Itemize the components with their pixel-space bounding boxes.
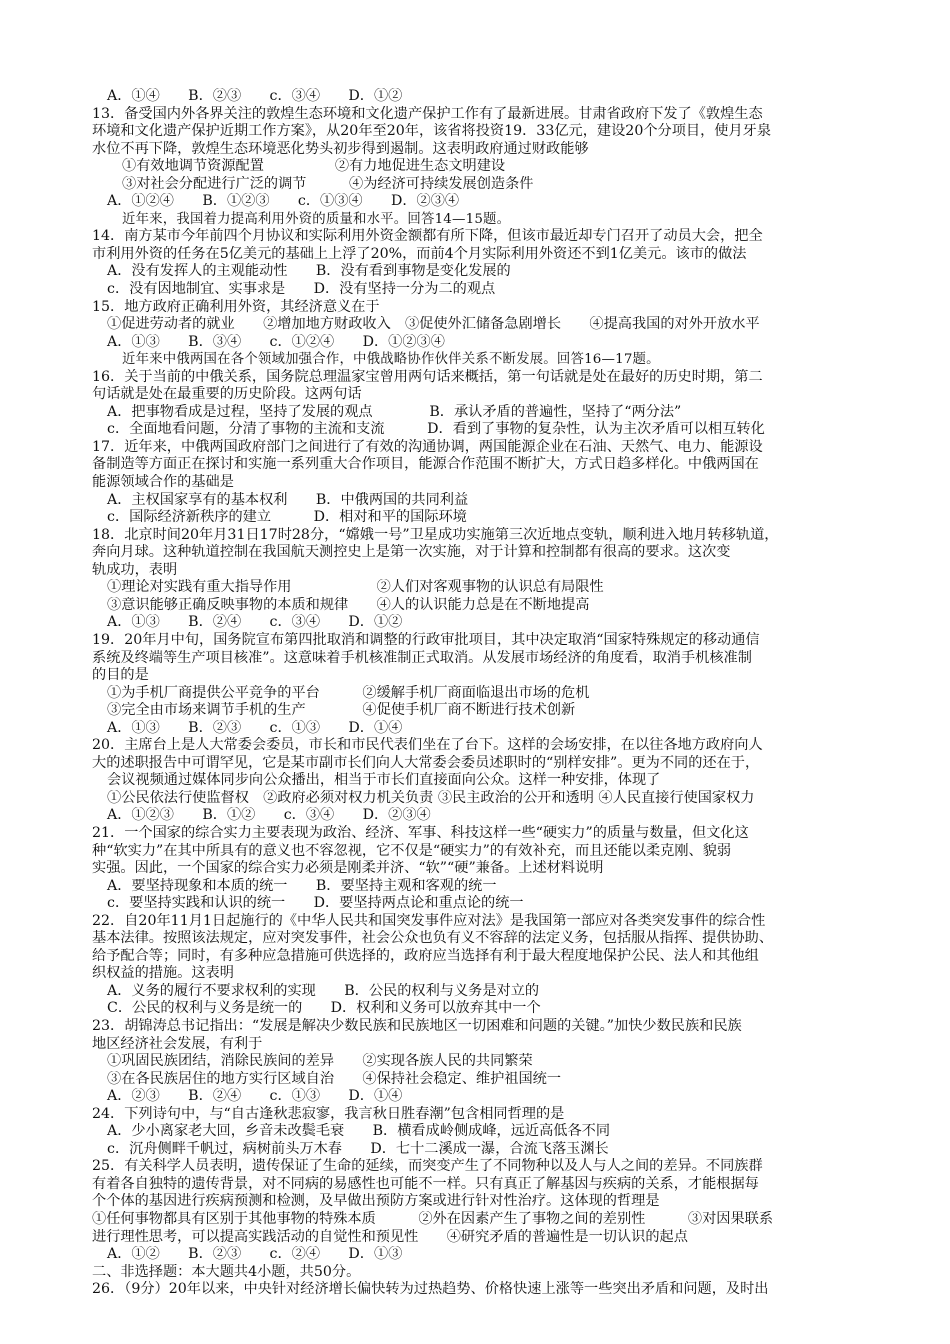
- q13-stem-line-1: 13．备受国内外各界关注的敦煌生态环境和文化遗产保护工作有了最新进展。甘肃省政府下发了《敦煌生态: [92, 105, 763, 122]
- q15-options: A．①③ B．③④ c．①②④ D．①②③④: [107, 333, 445, 350]
- q25-stem-line-2: 有着各自独特的遗传背景，对不同病的易感性也可能不一样。只有真正了解基因与疾病的关系，才能根据每: [92, 1175, 759, 1192]
- q21-stem-line-2: 种“软实力”在其中所具有的意义也不容忽视，它不仅是“硬实力”的有效补充，而且还能以柔克刚、貌弱: [92, 842, 732, 859]
- q22-stem-line-4: 织权益的措施。这表明: [92, 965, 234, 982]
- q14-15-intro: 近年来，我国着力提高利用外资的质量和水平。回答14—15题。: [122, 211, 511, 227]
- q17-stem-line-1: 17．近年来，中俄两国政府部门之间进行了有效的沟通协调，两国能源企业在石油、天然气、电力、能源设: [92, 438, 763, 455]
- q13-options: A．①②④ B．①②③ c．①③④ D．②③④: [107, 193, 460, 210]
- q13-stem-line-2: 环境和文化遗产保护近期工作方案》，从20年至20年，该省将投资19．33亿元，建设20个分项目，使月牙泉: [92, 123, 772, 140]
- q18-stem-line-1: 18．北京时间20年月31日17时28分，“嫦娥一号”卫星成功实施第三次近地点变轨，顺利进入地月转移轨道，: [92, 526, 779, 543]
- q23-stem-line-2: 地区经济社会发展，有利于: [92, 1035, 263, 1052]
- q25-stem-line-1: 25．有关科学人员表明，遗传保证了生命的延续，而突变产生了不同物种以及人与人之间的差异。不同族群: [92, 1158, 763, 1175]
- q12-options: A．①④ B．②③ c．③④ D．①②: [107, 88, 403, 104]
- q15-items: ①促进劳动者的就业 ②增加地方财政收入 ③促使外汇储备急剧增长 ④提高我国的对外开放水平: [107, 316, 760, 333]
- q25-options: A．①② B．②③ c．②④ D．①③: [107, 1246, 403, 1263]
- q21-options-row-2: c．要坚持实践和认识的统一 D．要坚持两点论和重点论的统一: [107, 895, 524, 912]
- q18-item-row-2: ③意识能够正确反映事物的本质和规律 ④人的认识能力总是在不断地提高: [107, 596, 590, 613]
- q23-item-row-2: ③在各民族居住的地方实行区域自治 ④保持社会稳定、维护祖国统一: [107, 1070, 562, 1087]
- q14-options-row-2: c．没有因地制宜、实事求是 D．没有坚持一分为二的观点: [107, 281, 496, 298]
- q14-options-row-1: A．没有发挥人的主观能动性 B．没有看到事物是变化发展的: [107, 263, 511, 280]
- q17-stem-line-2: 备制造等方面正在探讨和实施一系列重大合作项目，能源合作范围不断扩大，方式日趋多样化。中俄两国在: [92, 456, 759, 473]
- q19-options: A．①③ B．②③ c．①③ D．①④: [107, 719, 403, 736]
- q21-stem-line-3: 实强。因此，一个国家的综合实力必须是刚柔并济、“软”“硬”兼备。上述材料说明: [92, 860, 604, 877]
- q24-options-row-2: c．沉舟侧畔千帆过，病树前头万木春 D．七十二溪成一瀑，合流飞落玉渊长: [107, 1140, 609, 1157]
- q24-options-row-1: A．少小离家老大回，乡音未改鬓毛衰 B．横看成岭侧成峰，远近高低各不同: [107, 1123, 611, 1140]
- q22-options-row-1: A．义务的履行不要求权利的实现 B．公民的权利与义务是对立的: [107, 982, 540, 999]
- q20-stem-line-1: 20．主席台上是人大常委会委员，市长和市民代表们坐在了台下。这样的会场安排，在以往各地方政府向人: [92, 737, 763, 754]
- exam-page: [0, 88, 950, 1299]
- q17-options-row-2: c．国际经济新秩序的建立 D．相对和平的国际环境: [107, 509, 467, 526]
- q23-options: A．②③ B．②④ c．①③ D．①④: [107, 1088, 403, 1105]
- q25-stem-line-3: 个个体的基因进行疾病预测和检测，及早做出预防方案或进行针对性治疗。这体现的哲理是: [92, 1193, 660, 1210]
- q25-items-row-2: 进行理性思考，可以提高实践活动的自觉性和预见性 ④研究矛盾的普遍性是一切认识的起点: [92, 1228, 688, 1245]
- q19-stem-line-1: 19．20年月中旬，国务院宣布第四批取消和调整的行政审批项目，其中决定取消“国家特殊规定的移动通信: [92, 631, 760, 648]
- q20-options: A．①②③ B．①② c．③④ D．②③④: [107, 807, 431, 824]
- q21-stem-line-1: 21．一个国家的综合实力主要表现为政治、经济、军事、科技这样一些“硬实力”的质量与数量，但文化这: [92, 824, 749, 841]
- q20-items: ①公民依法行使监督权 ②政府必须对权力机关负责 ③民主政治的公开和透明 ④人民直接行使国家权力: [107, 789, 755, 806]
- q22-stem-line-2: 基本法律。按照该法规定，应对突发事件，社会公众也负有义不容辞的法定义务，包括服从指挥、提供协助、: [92, 930, 774, 947]
- q22-options-row-2: C．公民的权利与义务是统一的 D．权利和义务可以放弃其中一个: [107, 1000, 541, 1017]
- q14-stem-line-1: 14．南方某市今年前四个月协议和实际利用外资金额都有所下降，但该市最近却专门召开了动员大会，把全: [92, 228, 763, 245]
- q18-stem-line-2: 奔向月球。这种轨道控制在我国航天测控史上是第一次实施，对于计算和控制都有很高的要求。这次变: [92, 544, 731, 561]
- q25-items-row-1: ①任何事物都具有区别于其他事物的特殊本质 ②外在因素产生了事物之间的差别性 ③对因果联系: [92, 1211, 774, 1227]
- q18-item-row-1: ①理论对实践有重大指导作用 ②人们对客观事物的认识总有局限性: [107, 579, 604, 596]
- q20-stem-line-3: 会议视频通过媒体同步向公众播出，相当于市长们直接面向公众。这样一种安排，体现了: [107, 772, 661, 789]
- q13-stem-line-3: 水位不再下降，敦煌生态环境恶化势头初步得到遏制。这表明政府通过财政能够: [92, 140, 589, 157]
- q19-item-row-1: ①为手机厂商提供公平竞争的平台 ②缓解手机厂商面临退出市场的危机: [107, 684, 590, 701]
- q19-stem-line-3: 的目的是: [92, 667, 149, 684]
- q24-stem: 24．下列诗句中，与“自古逢秋悲寂寥，我言秋日胜春潮”包含相同哲理的是: [92, 1105, 565, 1122]
- q21-options-row-1: A．要坚持现象和本质的统一 B．要坚持主观和客观的统一: [107, 877, 497, 894]
- q18-stem-line-3: 轨成功，表明: [92, 561, 178, 578]
- q16-stem-line-2: 句话就是处在最重要的历史阶段。这两句话: [92, 386, 362, 403]
- q26-stem-line-1: 26．（9分）20年以来，中央针对经济增长偏快转为过热趋势、价格快速上涨等一些突出矛盾和问题，及时出: [92, 1281, 769, 1298]
- q16-17-intro: 近年来中俄两国在各个领域加强合作，中俄战略协作伙伴关系不断发展。回答16—17题。: [122, 352, 660, 368]
- section-two-heading: 二、非选择题：本大题共4小题，共50分。: [92, 1263, 361, 1280]
- q14-stem-line-2: 市利用外资的任务在5亿美元的基础上上浮了20%，而前4个月实际利用外资还不到1亿美元。该市的做法: [92, 245, 747, 262]
- q23-item-row-1: ①巩固民族团结，消除民族间的差异 ②实现各族人民的共同繁荣: [107, 1053, 533, 1070]
- q13-item-row-1: ①有效地调节资源配置 ②有力地促进生态文明建设: [122, 158, 506, 175]
- q16-options-row-2: c．全面地看问题，分清了事物的主流和支流 D．看到了事物的复杂性，认为主次矛盾可以相互转化: [107, 421, 765, 438]
- q19-stem-line-2: 系统及终端等生产项目核准”。这意味着手机核准制正式取消。从发展市场经济的角度看，取消手机核准制: [92, 649, 752, 666]
- q16-stem-line-1: 16．关于当前的中俄关系，国务院总理温家宝曾用两句话来概括，第一句话就是处在最好的历史时期，第二: [92, 368, 763, 385]
- q18-options: A．①③ B．②④ c．③④ D．①②: [107, 614, 403, 631]
- q22-stem-line-3: 给予配合等；同时，有多种应急措施可供选择的，政府应当选择有利于最大程度地保护公民、法人和其他组: [92, 947, 759, 964]
- q23-stem-line-1: 23．胡锦涛总书记指出：“发展是解决少数民族和民族地区一切困难和问题的关键。”加快少数民族和民族: [92, 1017, 742, 1034]
- q19-item-row-2: ③完全由市场来调节手机的生产 ④促使手机厂商不断进行技术创新: [107, 702, 576, 719]
- q13-item-row-2: ③对社会分配进行广泛的调节 ④为经济可持续发展创造条件: [122, 175, 534, 192]
- q15-stem: 15．地方政府正确利用外资，其经济意义在于: [92, 298, 380, 315]
- q17-options-row-1: A．主权国家享有的基本权利 B．中俄两国的共同利益: [107, 491, 469, 508]
- q22-stem-line-1: 22．自20年11月1日起施行的《中华人民共和国突发事件应对法》是我国第一部应对各类突发事件的综合性: [92, 912, 766, 929]
- q17-stem-line-3: 能源领域合作的基础是: [92, 474, 234, 491]
- q20-stem-line-2: 大的述职报告中可谓罕见，它是某市副市长们向人大常委会委员述职时的“别样安排”。更为不同的还在于，: [92, 754, 760, 771]
- q16-options-row-1: A．把事物看成是过程，坚持了发展的观点 B．承认矛盾的普遍性，坚持了“两分法”: [107, 403, 682, 420]
